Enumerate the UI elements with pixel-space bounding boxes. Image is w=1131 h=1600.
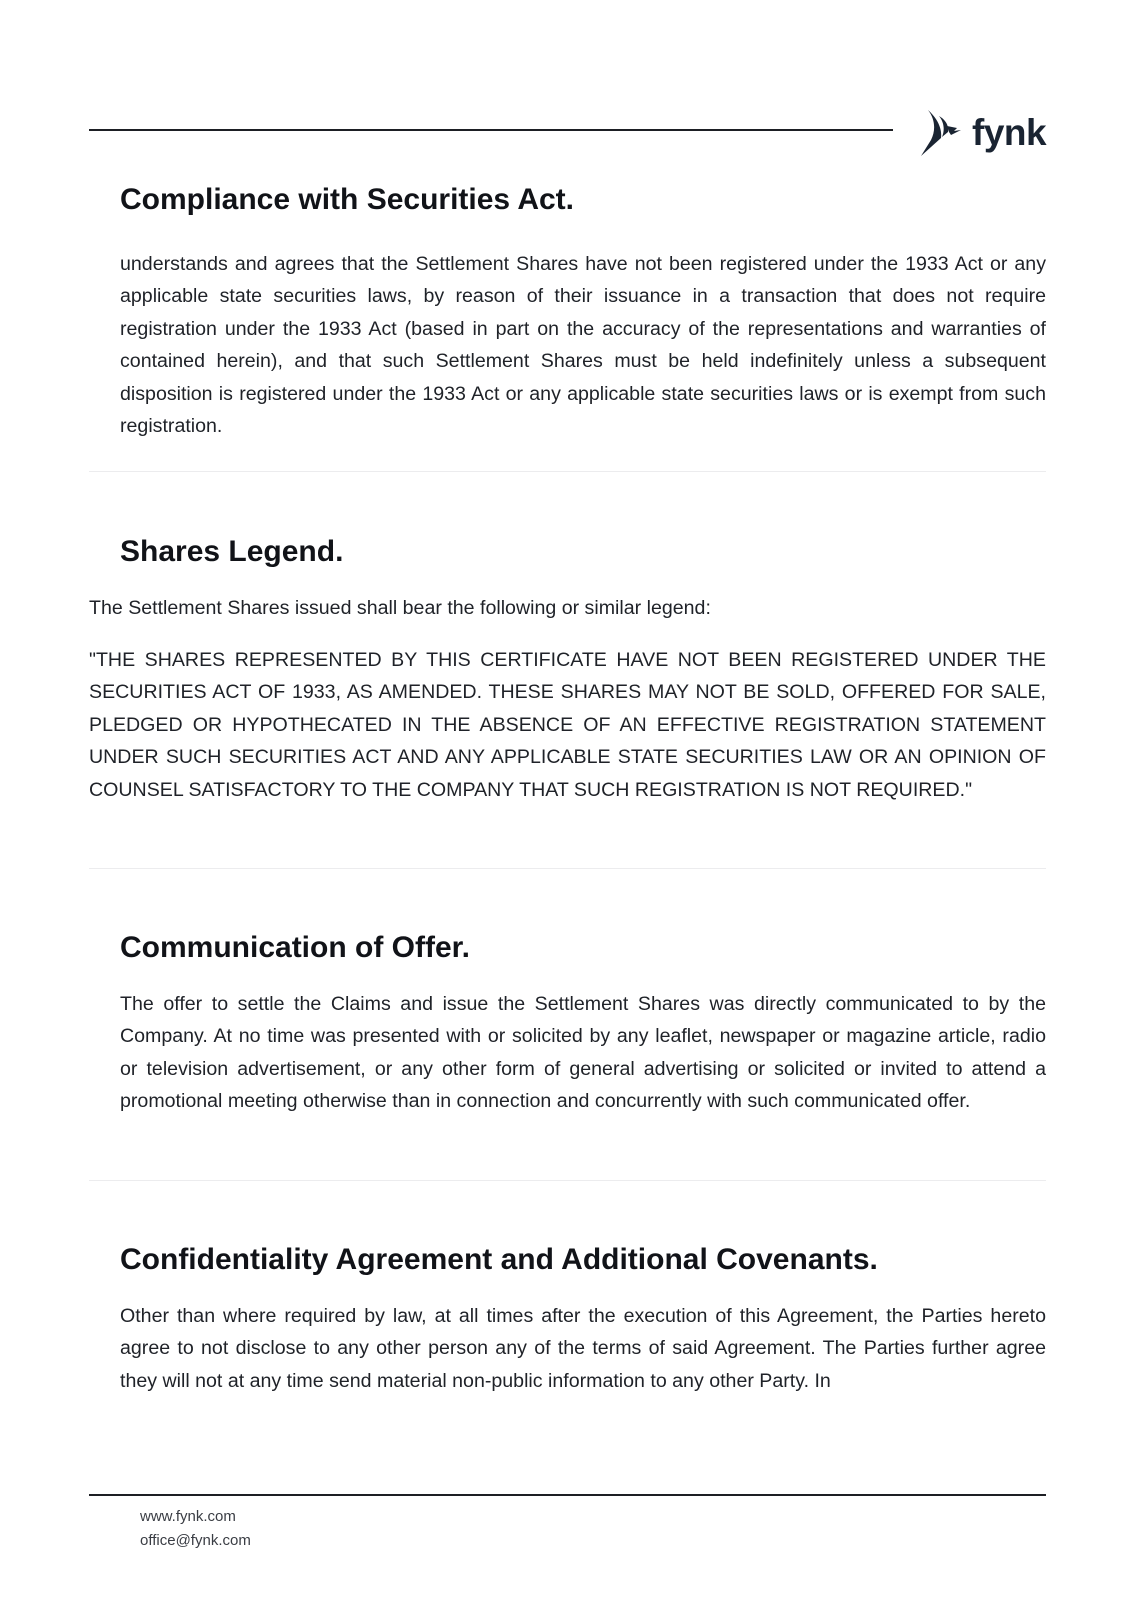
section-9-paragraph: understands and agrees that the Settlement Shares have not been registered under the 1933 Act or any applicable state securities laws, by reason of their issuance in a transaction that does not require registration under the 1933 Act (based in part on the accuracy of the representations and warranties of contained herein), and that such Settlement Shares must be held indefinitely unless a subsequent disposition is registered under the 1933 Act or any applicable state securities laws or is exempt from such registration.	[120, 253, 1046, 438]
shares-legend-text: "THE SHARES REPRESENTED BY THIS CERTIFICATE HAVE NOT BEEN REGISTERED UNDER THE SECURITIES ACT OF 1933, AS AMENDED. THESE SHARES MAY NOT BE SOLD, OFFERED FOR SALE, PLEDGED OR HYPOTHECATED IN THE ABSENCE OF AN EFFECTIVE REGISTRATION STATEMENT UNDER SUCH SECURITIES ACT AND ANY APPLICABLE STATE SECURITIES LAW OR AN OPINION OF COUNSEL SATISFACTORY TO THE COMPANY THAT SUCH REGISTRATION IS NOT REQUIRED."	[89, 649, 1046, 801]
logo-text: fynk	[972, 111, 1047, 153]
section-title: Communication of Offer.	[120, 931, 471, 964]
section-10-intro: The Settlement Shares issued shall bear the following or similar legend:	[89, 597, 711, 619]
section-12-paragraph: Other than where required by law, at all times after the execution of this Agreement, the Parties hereto agree to not disclose to any other person any of the terms of said Agreement. The Parties further agree they will not at any time send material non-public information to any other Party. In	[120, 1305, 1046, 1392]
header-rule	[89, 129, 893, 131]
section-11-paragraph: The offer to settle the Claims and issue the Settlement Shares was directly communicated to by the Company. At no time was presented with or solicited by any leaflet, newspaper or magazine article, radio or television advertisement, or any other form of general advertising or solicited or invited to attend a promotional meeting otherwise than in connection and concurrently with such communicated offer.	[120, 993, 1046, 1113]
section-title: Compliance with Securities Act.	[120, 183, 574, 216]
logo	[918, 106, 1046, 158]
footer-rule	[89, 1494, 1046, 1496]
footer-website: www.fynk.com	[140, 1508, 236, 1525]
bird-icon	[918, 106, 968, 158]
section-divider	[89, 868, 1046, 869]
footer-email: office@fynk.com	[140, 1532, 251, 1549]
section-divider	[89, 1180, 1046, 1181]
section-title: Shares Legend.	[120, 535, 344, 568]
section-title: Confidentiality Agreement and Additional Covenants.	[120, 1243, 878, 1276]
section-divider	[89, 471, 1046, 472]
